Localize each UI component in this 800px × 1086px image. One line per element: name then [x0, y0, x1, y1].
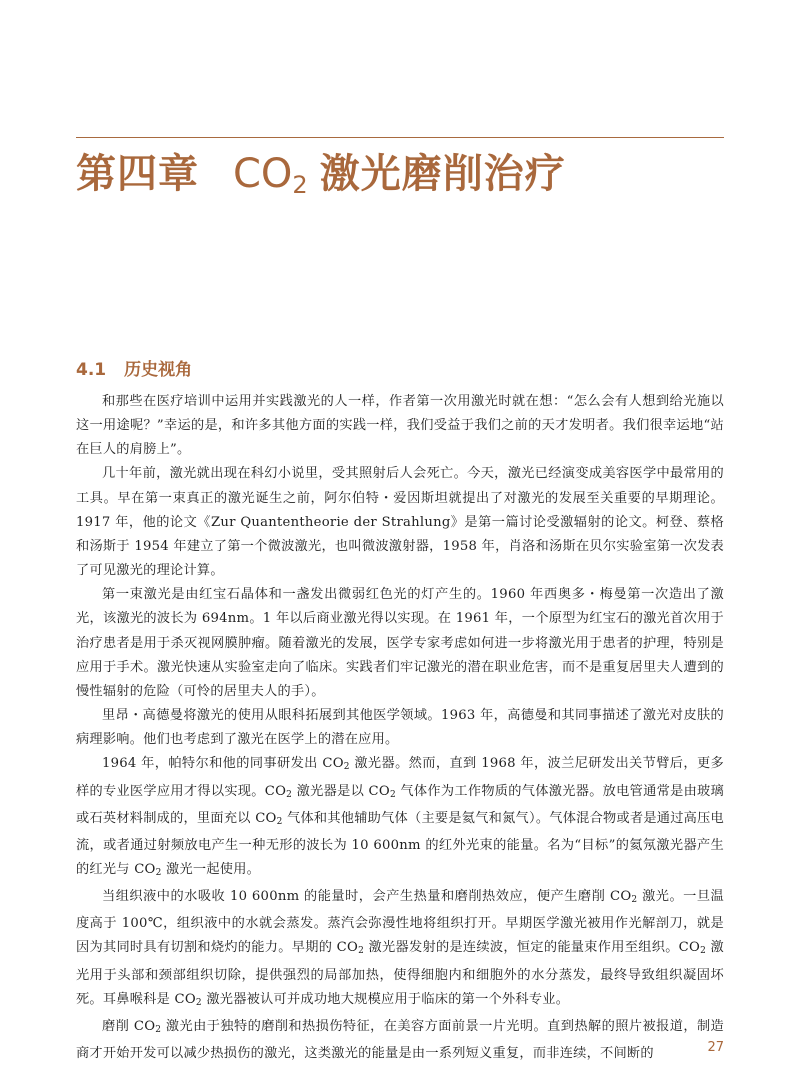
- p6-seg-d: 激光用于头部和颈部组织切除，提供强烈的局部加热，使得细胞内和细胞外的水分蒸发，最终导致组织凝固坏死。耳鼻喉科是 CO: [76, 940, 724, 1007]
- p6-seg-c: 激光器发射的是连续波，恒定的能量束作用至组织。CO: [364, 940, 701, 956]
- section-number: 4.1: [76, 360, 107, 380]
- chapter-formula-subscript: 2: [292, 171, 308, 199]
- chapter-top-rule: [76, 137, 724, 138]
- paragraph-7: [76, 1015, 724, 1066]
- co2-subscript: 2: [155, 867, 162, 878]
- co2-subscript: 2: [286, 789, 293, 800]
- body-text: [76, 390, 724, 1066]
- p7-seg-b: 激光由于独特的磨削和热损伤特征，在美容方面前景一片光明。直到热解的照片被报道，制造商才开始开发可以减少热损伤的激光，这类激光的能量是由一系列短义重复，而非连续，不间断的: [76, 1018, 724, 1062]
- co2-subscript: 2: [195, 997, 202, 1008]
- chapter-title: 激光磨削治疗: [319, 151, 566, 197]
- paragraph-5: [76, 752, 724, 885]
- chapter-formula: [233, 151, 308, 197]
- p5-seg-e: 气体和其他辅助气体（主要是氦气和氮气）。气体混合物或者是通过高压电流，或者通过射频放电产生一种无形的波长为 10 600nm 的红外光束的能量。名为“目标”的氦氖激光器产生的红光与 CO: [76, 810, 724, 877]
- p7-seg-a: 磨削 CO: [102, 1018, 156, 1034]
- p5-seg-a: 1964 年，帕特尔和他的同事研发出 CO: [102, 756, 344, 772]
- p6-seg-e: 激光器被认可并成功地大规模应用于临床的第一个外科专业。: [201, 991, 570, 1007]
- chapter-number: 第四章: [76, 151, 199, 197]
- co2-subscript: 2: [700, 946, 707, 957]
- chapter-formula-base: CO: [233, 151, 293, 197]
- page-number: 27: [707, 1040, 724, 1055]
- paragraph-3: 第一束激光是由红宝石晶体和一盏发出微弱红色光的灯产生的。1960 年西奥多・梅曼第一次造出了激光，该激光的波长为 694nm。1 年以后商业激光得以实现。在 1961 年，一个原型为红宝石的激光首次用于治疗患者是用于杀灭视网膜肿瘤。随着激光的发展，医学专家考虑如何进一步将激光用于患者的护理，特别是应用于手术。激光快速从实验室走向了临床。实践者们牢记激光的潜在职业危害，而不是重复居里夫人遭到的慢性辐射的危险（可怜的居里夫人的手）。: [76, 587, 724, 699]
- p5-seg-c: 激光器是以 CO: [292, 783, 390, 799]
- co2-subscript: 2: [155, 1024, 162, 1035]
- co2-subscript: 2: [358, 946, 365, 957]
- paragraph-4: 里昂・高德曼将激光的使用从眼科拓展到其他医学领域。1963 年，高德曼和其同事描述了激光对皮肤的病理影响。他们也考虑到了激光在医学上的潜在应用。: [76, 708, 724, 748]
- paragraph-6: [76, 885, 724, 1015]
- p5-seg-d: 气体作为工作物质的气体激光器。放电管通常是由玻璃或石英材料制成的，里面充以 CO: [76, 783, 724, 826]
- p6-seg-a: 当组织液中的水吸收 10 600nm 的能量时，会产生热量和磨削热效应，便产生磨削 CO: [102, 889, 632, 905]
- p6-seg-b: 激光。一旦温度高于 100℃，组织液中的水就会蒸发。蒸汽会弥漫性地将组织打开。早期医学激光被用作光解剖刀，就是因为其同时具有切割和烧灼的能力。早期的 CO: [76, 889, 724, 956]
- co2-subscript: 2: [343, 762, 350, 773]
- section-heading: [76, 358, 192, 382]
- p5-seg-f: 激光一起使用。: [161, 861, 261, 877]
- paragraph-2: 几十年前，激光就出现在科幻小说里，受其照射后人会死亡。今天，激光已经演变成美容医学中最常用的工具。早在第一束真正的激光诞生之前，阿尔伯特・爱因斯坦就提出了对激光的发展至关重要的早期理论。1917 年，他的论文《Zur Quantentheorie der Strahlung》是第一篇讨论受激辐射的论文。柯登、蔡格和汤斯于 1954 年建立了第一个微波激光，也叫微波激射器，1958 年，肖洛和汤斯在贝尔实验室第一次发表了可见激光的理论计算。: [76, 466, 724, 579]
- p5-seg-b: 激光器。然而，直到 1968 年，波兰尼研发出关节臂后，更多样的专业医学应用才得以实现。CO: [76, 756, 724, 799]
- section-title: 历史视角: [124, 360, 193, 380]
- paragraph-1: 和那些在医疗培训中运用并实践激光的人一样，作者第一次用激光时就在想：“怎么会有人想到给光施以这一用途呢？”幸运的是，和许多其他方面的实践一样，我们受益于我们之前的天才发明者。我们很幸运地“站在巨人的肩膀上”。: [76, 394, 724, 458]
- chapter-heading: [76, 146, 566, 206]
- co2-subscript: 2: [389, 789, 396, 800]
- co2-subscript: 2: [276, 816, 283, 827]
- co2-subscript: 2: [631, 895, 638, 906]
